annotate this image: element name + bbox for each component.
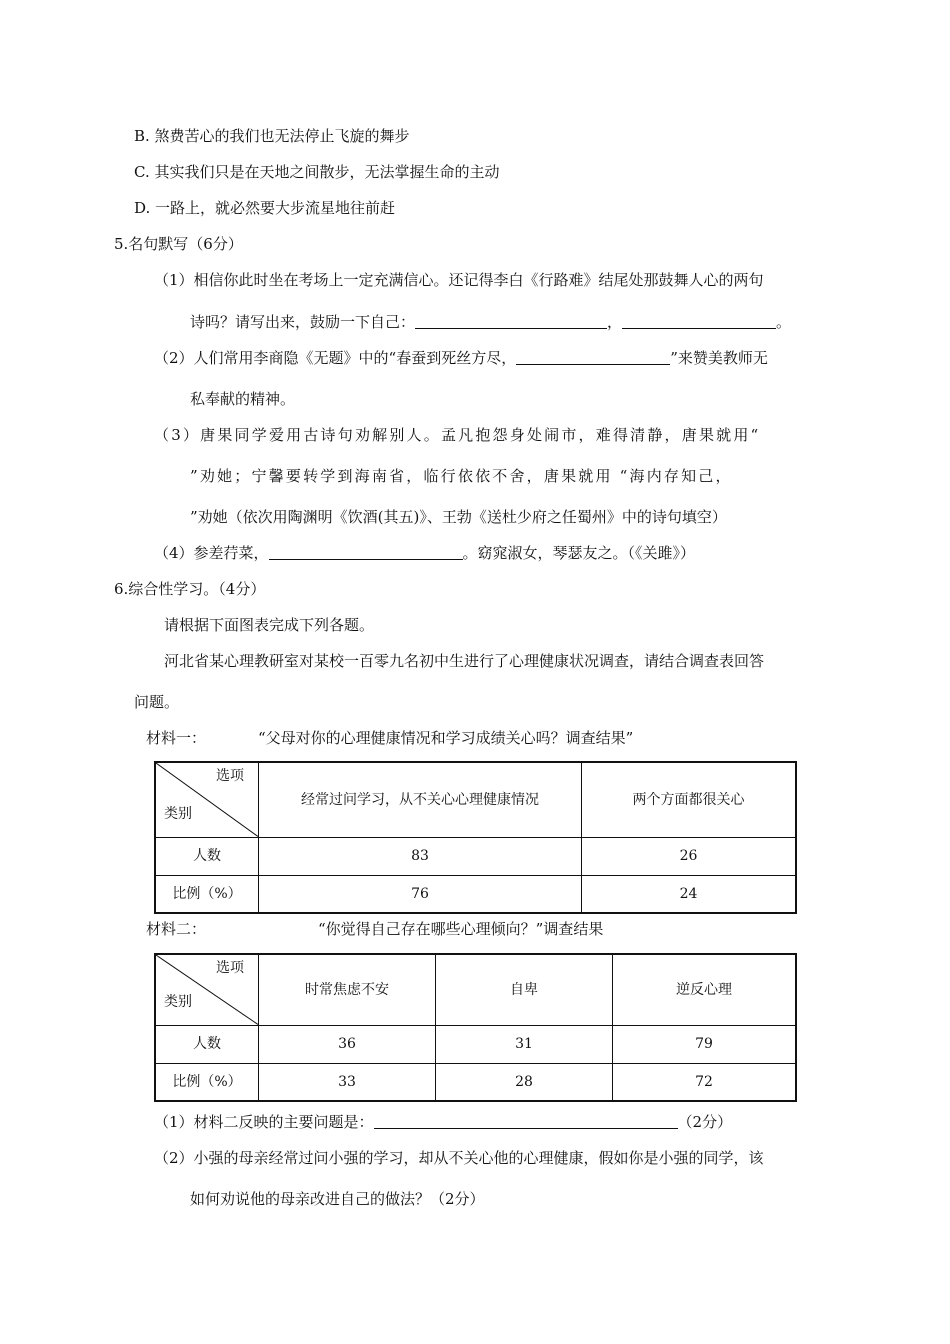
q5-s1-sep: ， xyxy=(607,313,623,331)
table-cell: 31 xyxy=(436,1025,613,1063)
q5-s1-prompt: 诗吗？请写出来，鼓励一下自己： xyxy=(190,313,416,331)
table-row xyxy=(155,837,796,875)
q5-s2-line1 xyxy=(154,348,768,368)
table-cell: 76 xyxy=(259,875,582,913)
table-1-header: 两个方面都很关心 xyxy=(582,762,797,837)
q6-para-line1: 河北省某心理教研室对某校一百零九名初中生进行了心理健康状况调查，请结合调查表回答 xyxy=(164,652,765,670)
survey-table-2 xyxy=(154,953,797,1102)
table-row xyxy=(155,875,796,913)
material-2-label: 材料二： xyxy=(146,920,207,938)
q6-sub1-score: （2分） xyxy=(677,1113,733,1131)
table-cell: 83 xyxy=(259,837,582,875)
table-cell: 36 xyxy=(259,1025,436,1063)
q5-s3-line2: ”劝她；宁馨要转学到海南省，临行依依不舍，唐果就用 “海内存知己， xyxy=(190,467,733,485)
corner-category-label: 类别 xyxy=(164,805,192,822)
q6-sub1 xyxy=(154,1112,732,1132)
table-2-header: 时常焦虑不安 xyxy=(259,954,436,1025)
material-1-label: 材料一： xyxy=(146,729,207,747)
q5-s1-end: 。 xyxy=(776,313,792,331)
table-cell: 33 xyxy=(259,1063,436,1101)
row-label: 比例（%） xyxy=(155,875,259,913)
q5-s3-line1: （3）唐果同学爱用古诗句劝解别人。孟凡抱怨身处闹市，难得清静，唐果就用“ xyxy=(154,426,761,444)
q5-s3-line3: ”劝她（依次用陶渊明《饮酒(其五)》、王勃《送杜少府之任蜀州》中的诗句填空） xyxy=(190,508,727,526)
table-2-header: 逆反心理 xyxy=(613,954,797,1025)
q5-s4-prompt: （4）参差荇菜， xyxy=(154,544,269,562)
corner-option-label: 选项 xyxy=(216,960,244,976)
table-2-header: 自卑 xyxy=(436,954,613,1025)
q5-s2-tail: ”来赞美教师无 xyxy=(670,349,768,367)
table-row xyxy=(155,1025,796,1063)
answer-blank-5[interactable] xyxy=(374,1112,678,1129)
table-2-corner xyxy=(155,954,259,1025)
q6-sub1-prompt: （1）材料二反映的主要问题是： xyxy=(154,1113,374,1131)
table-row xyxy=(155,1063,796,1101)
q6-title: 6.综合性学习。（4分） xyxy=(114,580,266,598)
answer-blank-3[interactable] xyxy=(516,348,670,365)
survey-table-1 xyxy=(154,761,797,914)
q6-sub2-line1: （2）小强的母亲经常过问小强的学习，却从不关心他的心理健康，假如你是小强的同学，该 xyxy=(154,1149,764,1167)
q5-s2-prompt: （2）人们常用李商隐《无题》中的“春蚕到死丝方尽， xyxy=(154,349,517,367)
q5-s4-tail: 。窈窕淑女，琴瑟友之。（《关雎》） xyxy=(462,544,696,562)
q5-title: 5.名句默写（6分） xyxy=(114,235,243,253)
corner-category-label: 类别 xyxy=(164,993,192,1010)
table-cell: 24 xyxy=(582,875,797,913)
table-cell: 28 xyxy=(436,1063,613,1101)
answer-blank-1[interactable] xyxy=(415,312,607,329)
q6-sub2-line2: 如何劝说他的母亲改进自己的做法？（2分） xyxy=(190,1190,485,1208)
table-cell: 72 xyxy=(613,1063,797,1101)
answer-blank-4[interactable] xyxy=(269,543,463,560)
q5-s4 xyxy=(154,543,695,563)
q6-para-line2: 问题。 xyxy=(134,693,180,711)
table-cell: 79 xyxy=(613,1025,797,1063)
option-c: C. 其实我们只是在天地之间散步，无法掌握生命的主动 xyxy=(134,163,500,181)
answer-blank-2[interactable] xyxy=(622,312,776,329)
row-label: 人数 xyxy=(155,837,259,875)
table-cell: 26 xyxy=(582,837,797,875)
option-b: B. 煞费苦心的我们也无法停止飞旋的舞步 xyxy=(134,127,410,145)
option-d: D. 一路上，就必然要大步流星地往前赶 xyxy=(134,199,396,217)
table-1-header: 经常过问学习，从不关心心理健康情况 xyxy=(259,762,582,837)
corner-option-label: 选项 xyxy=(216,768,244,784)
row-label: 比例（%） xyxy=(155,1063,259,1101)
q5-s1-line1: （1）相信你此时坐在考场上一定充满信心。还记得李白《行路难》结尾处那鼓舞人心的两句 xyxy=(154,271,764,289)
q6-intro: 请根据下面图表完成下列各题。 xyxy=(164,616,375,634)
q5-s2-line2: 私奉献的精神。 xyxy=(190,390,296,408)
material-1-title: “父母对你的心理健康情况和学习成绩关心吗？调查结果” xyxy=(258,729,634,747)
row-label: 人数 xyxy=(155,1025,259,1063)
q5-s1-line2 xyxy=(190,312,791,332)
table-1-corner xyxy=(155,762,259,837)
material-2-title: “你觉得自己存在哪些心理倾向？”调查结果 xyxy=(318,920,604,938)
